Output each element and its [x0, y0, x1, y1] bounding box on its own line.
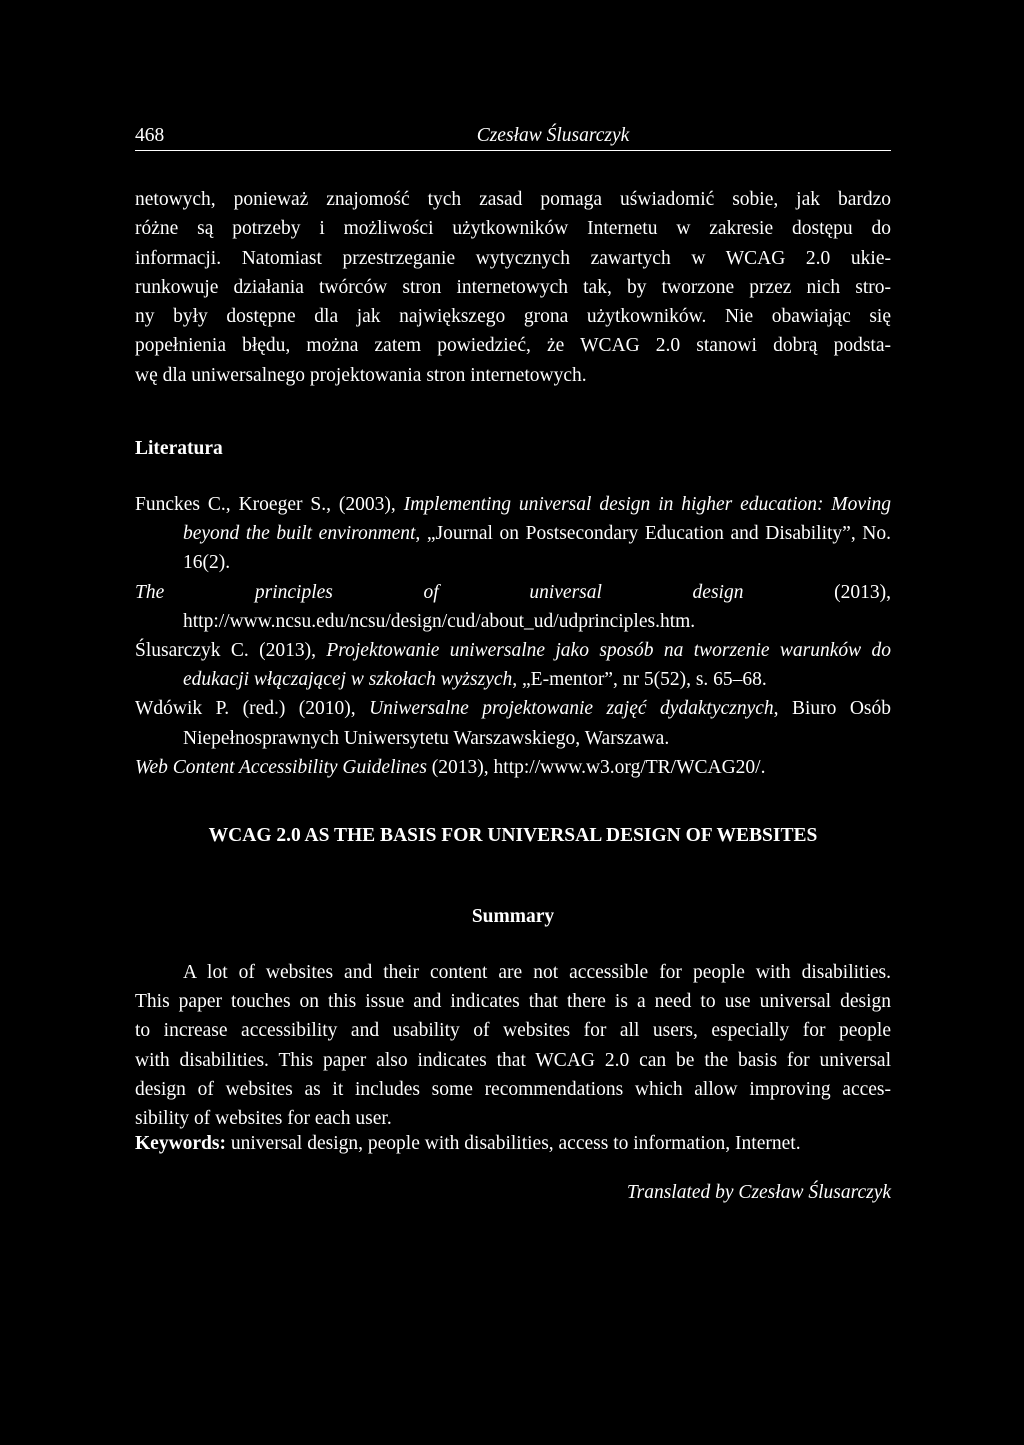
paragraph-line: runkowuje działania twórców stron internetowych tak, by tworzone przez nich stro- — [135, 276, 891, 298]
summary-paragraph — [135, 958, 891, 1133]
summary-line: to increase accessibility and usability of websites for all users, especially for people — [135, 1020, 891, 1042]
english-title: WCAG 2.0 AS THE BASIS FOR UNIVERSAL DESIGN OF WEBSITES — [208, 825, 818, 846]
running-head-author: Czesław Ślusarczyk — [476, 125, 630, 146]
summary-line: sibility of websites for each user. — [135, 1108, 392, 1130]
paragraph-line: netowych, ponieważ znajomość tych zasad pomaga uświadomić sobie, jak bardzo — [135, 189, 891, 210]
summary-line: This paper touches on this issue and indicates that there is a need to use universal design — [135, 991, 891, 1013]
keywords-label: Keywords: — [135, 1133, 226, 1154]
page-number: 468 — [135, 125, 165, 146]
summary-line: with disabilities. This paper also indicates that WCAG 2.0 can be the basis for universal — [135, 1049, 891, 1071]
paragraph-line: ny były dostępne dla jak największego grona użytkowników. Nie obawiając się — [135, 306, 891, 328]
paragraph-line: informacji. Natomiast przestrzeganie wytycznych zawartych w WCAG 2.0 ukie- — [135, 247, 891, 269]
reference-item: Wdówik P. (red.) (2010), Uniwersalne projektowanie zajęć dydaktycznych, Biuro Osób Niepełnosprawnych Uniwersytetu Warszawskiego, Warszawa. — [135, 698, 891, 749]
keywords — [135, 1133, 891, 1155]
reference-item: The principles of universal design (2013), http://www.ncsu.edu/ncsu/design/cud/about_ud/udprinciples.htm. — [135, 581, 891, 632]
paragraph-line: różne są potrzeby i możliwości użytkowników Internetu w zakresie dostępu do — [135, 218, 891, 240]
reference-item: Ślusarczyk C. (2013), Projektowanie uniwersalne jako sposób na tworzenie warunków do edukacji włączającej w szkołach wyższych, „E-mentor”, nr 5(52), s. 65–68. — [135, 640, 891, 691]
reference-item: Funckes C., Kroeger S., (2003), Implementing universal design in higher education: Moving beyond the built environment, „Journal on Postsecondary Education and Disability”, No. 16(2). — [135, 494, 891, 574]
reference-list — [135, 490, 891, 782]
summary-line: design of websites as it includes some recommendations which allow improving acces- — [135, 1078, 891, 1100]
summary-heading: Summary — [471, 906, 555, 927]
keywords-text: universal design, people with disabilities, access to information, Internet. — [226, 1133, 801, 1154]
running-header — [135, 122, 891, 151]
reference-item: Web Content Accessibility Guidelines (2013), http://www.w3.org/TR/WCAG20/. — [135, 756, 766, 778]
translator-credit: Translated by Czesław Ślusarczyk — [626, 1182, 891, 1203]
literature-heading: Literatura — [135, 438, 223, 459]
paragraph-line: wę dla uniwersalnego projektowania stron internetowych. — [135, 364, 587, 386]
paragraph-line: popełnienia błędu, można zatem powiedzieć, że WCAG 2.0 stanowi dobrą podsta- — [135, 335, 891, 357]
summary-line: A lot of websites and their content are not accessible for people with disabilities. — [183, 962, 891, 983]
body-paragraph — [135, 185, 891, 390]
